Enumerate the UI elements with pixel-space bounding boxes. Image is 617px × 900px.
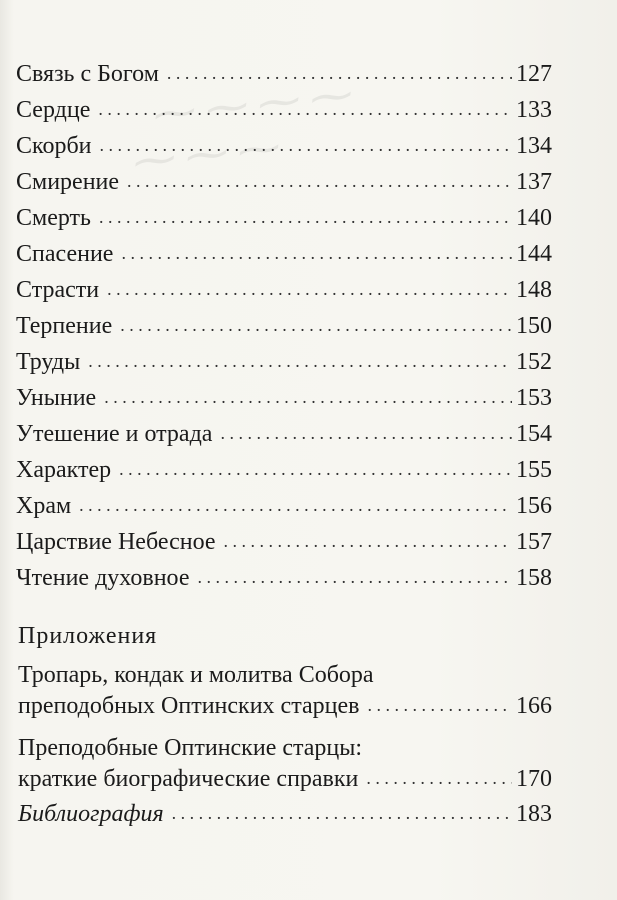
toc-entry-page: 150 [516,313,552,339]
dot-leader [107,271,512,307]
toc-entry[interactable] [16,56,552,92]
dot-leader [104,379,512,415]
toc-entry-page: 148 [516,277,552,303]
toc-entry-page: 157 [516,529,552,555]
appendix-entry-title-line1: Тропарь, кондак и молитва Собора [18,662,374,688]
toc-entry-page: 152 [516,349,552,375]
appendix-heading: Приложения [18,623,158,649]
ghost-line: ⁓ ⁓ ⁓ ⁓ [148,72,352,140]
toc-entry-page: 133 [516,97,552,123]
toc-entry-title: Труды [16,349,81,375]
toc-entry-title: Характер [16,457,112,483]
appendix-entry-title-line1: Преподобные Оптинские старцы: [18,735,363,761]
dot-leader [366,763,512,794]
bibliography-page: 183 [516,801,552,827]
toc-entry-title: Связь с Богом [16,61,159,87]
toc-entry-title: Царствие Небесное [16,529,216,555]
dot-leader [100,127,512,163]
toc-entry[interactable] [16,560,552,596]
toc-entry-page: 156 [516,493,552,519]
toc-entry-title: Чтение духовное [16,565,190,591]
dot-leader [120,307,512,343]
dot-leader [167,55,512,91]
dot-leader [79,487,512,523]
toc-entry[interactable] [16,308,552,344]
dot-leader [121,235,512,271]
appendix-entry-page: 166 [516,693,552,719]
toc-entry-title: Смерть [16,205,91,231]
dot-leader [127,163,512,199]
toc-entry-page: 140 [516,205,552,231]
toc-entry-page: 153 [516,385,552,411]
dot-leader [220,415,512,451]
appendix-entry[interactable] [18,733,552,795]
toc-entry-page: 158 [516,565,552,591]
toc-entry[interactable] [16,452,552,488]
toc-entry[interactable] [16,380,552,416]
appendix-entry[interactable] [18,660,552,722]
table-of-contents [16,56,552,596]
appendix-entry-title-line2: преподобных Оптинских старцев [18,693,360,719]
toc-entry-page: 154 [516,421,552,447]
toc-entry-page: 137 [516,169,552,195]
toc-entry[interactable] [16,488,552,524]
dot-leader [119,451,512,487]
dot-leader [367,690,512,721]
ghost-line: ⁓ ⁓ ⁓ [128,125,280,187]
toc-entry-page: 127 [516,61,552,87]
toc-entry-title: Скорби [16,133,92,159]
dot-leader [198,559,513,595]
appendix-entry-page: 170 [516,766,552,792]
toc-entry[interactable] [16,524,552,560]
bibliography-entry[interactable] [18,796,552,832]
toc-entry[interactable] [16,200,552,236]
toc-entry-title: Страсти [16,277,100,303]
toc-entry[interactable] [16,164,552,200]
dot-leader [172,795,512,831]
dot-leader [98,91,512,127]
toc-entry-title: Уныние [16,385,97,411]
toc-entry[interactable] [16,128,552,164]
toc-entry-page: 155 [516,457,552,483]
appendix-entry-title-line2: краткие биографические справки [18,766,359,792]
bibliography-title: Библиография [18,801,164,827]
toc-entry[interactable] [16,344,552,380]
dot-leader [224,523,512,559]
toc-entry[interactable] [16,92,552,128]
toc-entry-title: Утешение и отрада [16,421,213,447]
toc-entry-title: Храм [16,493,72,519]
toc-entry-title: Смирение [16,169,120,195]
toc-entry-page: 134 [516,133,552,159]
toc-entry-title: Сердце [16,97,91,123]
toc-entry[interactable] [16,272,552,308]
dot-leader [99,199,512,235]
toc-entry[interactable] [16,416,552,452]
dot-leader [88,343,512,379]
toc-entry-title: Терпение [16,313,113,339]
toc-entry-title: Спасение [16,241,114,267]
toc-entry-page: 144 [516,241,552,267]
toc-entry[interactable] [16,236,552,272]
